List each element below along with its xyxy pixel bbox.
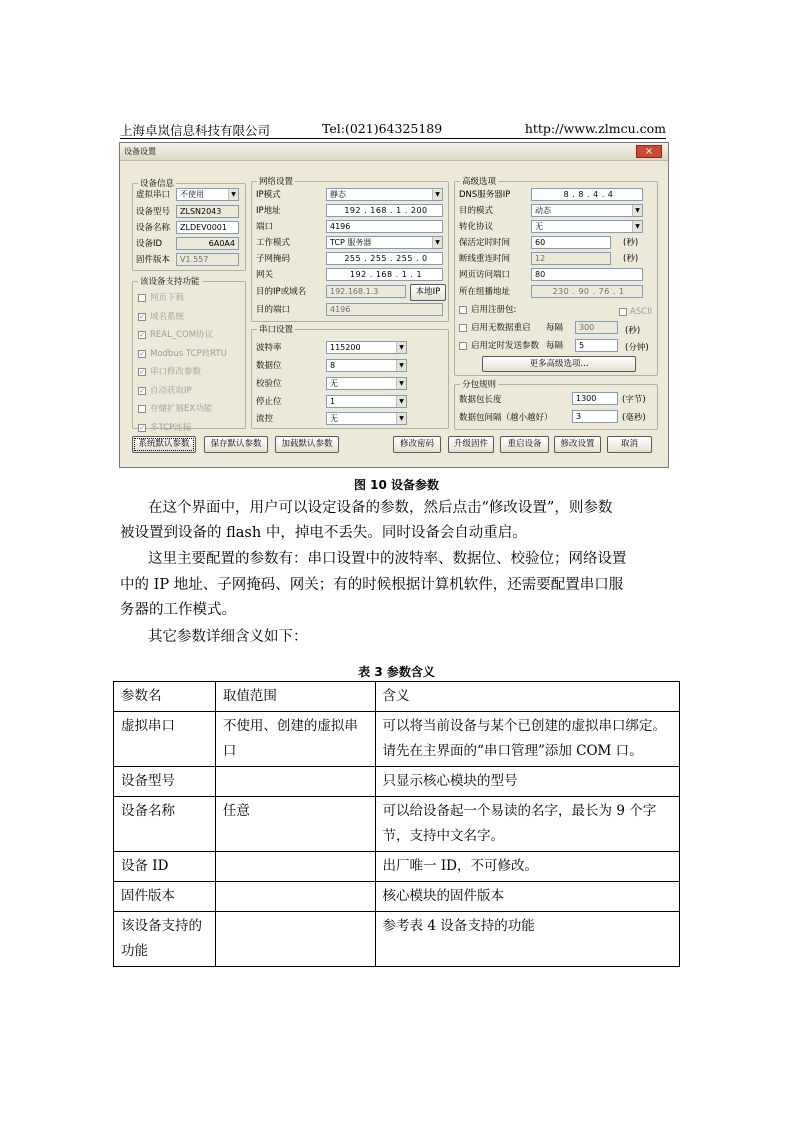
keepalive-label: 保活定时时间 [459,238,511,248]
dialog-title-text: 设备设置 [124,147,156,156]
packet-interval-label: 数据包间隔（越小越好） [459,413,553,423]
table-cell: 设备名称 [114,797,216,852]
multicast-input[interactable]: 230 . 90 . 76 . 1 [531,285,643,298]
feature-label: Modbus TCP转RTU [150,348,227,359]
dest-mode-select[interactable] [531,204,643,217]
protocol-select[interactable] [531,220,643,233]
ip-mode-label: IP模式 [256,190,281,200]
table-cell: 固件版本 [114,882,216,912]
web-port-input[interactable]: 80 [531,268,643,281]
paragraph-line: 这里主要配置的参数有：串口设置中的波特率、数据位、校验位；网络设置 [148,551,627,567]
feature-label: 自动获取IP [150,385,192,396]
company-name: 上海卓岚信息科技有限公司 [120,123,271,138]
features-title: 该设备支持功能 [140,277,200,287]
table-cell: 可以将当前设备与某个已创建的虚拟串口绑定。请先在主界面的“串口管理”添加 COM 口。 [375,712,679,767]
no-data-unit: (秒) [625,326,641,336]
reconnect-unit: (秒) [623,254,639,264]
multicast-label: 所在组播地址 [459,287,511,297]
packet-title: 分包规则 [462,380,497,390]
save-default-button[interactable]: 保存默认参数 [204,436,268,453]
timed-send-unit: (分钟) [625,343,649,353]
chevron-down-icon: ▼ [396,342,406,353]
chevron-down-icon: ▼ [432,189,442,200]
data-bits-label: 数据位 [256,361,282,371]
table-row [114,882,680,912]
table-cell: 任意 [215,797,375,852]
chevron-down-icon: ▼ [228,189,238,200]
serial-title: 串口设置 [259,325,294,335]
table-cell: 参考表 4 设备支持的功能 [375,912,679,967]
virtual-port-select[interactable] [176,188,239,201]
work-mode-value: TCP 服务器 [330,238,372,247]
paragraph-line: 其它参数详细含义如下： [148,629,308,645]
restart-device-button[interactable]: 重启设备 [500,436,549,453]
system-default-button[interactable]: 系统默认参数 [132,436,196,453]
data-bits-value: 8 [330,361,336,370]
dest-ip-label: 目的IP或域名 [256,287,307,297]
table-row [114,912,680,967]
work-mode-select[interactable] [326,236,443,249]
flow-label: 流控 [256,414,274,424]
table-cell: 可以给设备起一个易读的名字，最长为 9 个字节，支持中文名字。 [375,797,679,852]
parity-select[interactable] [326,377,407,390]
feature-checkbox: ✓ [139,423,145,432]
table-cell: 核心模块的固件版本 [375,882,679,912]
parity-label: 校验位 [256,379,282,389]
table-cell [215,852,375,882]
upgrade-firmware-button[interactable]: 升级固件 [448,436,494,453]
table-header-cell: 含义 [375,682,679,712]
subnet-mask-input[interactable]: 255 . 255 . 255 . 0 [326,252,443,265]
device-settings-dialog [119,142,669,468]
virtual-port-label: 虚拟串口 [136,190,171,200]
dialog-title [120,143,668,161]
company-url: http://www.zlmcu.com [524,121,666,136]
packet-length-label: 数据包长度 [459,395,502,405]
company-phone: Tel:(021)64325189 [322,121,443,136]
timed-send-interval-label: 每隔 [546,341,564,351]
paragraph-line: 被设置到设备的 flash 中，掉电不丢失。同时设备会自动重启。 [120,525,527,541]
no-data-restart-checkbox[interactable] [459,324,467,332]
packet-length-input[interactable]: 1300 [572,392,618,405]
id-label: 设备ID [136,239,163,249]
chevron-down-icon: ▼ [632,221,642,232]
flow-control-select[interactable] [326,412,407,425]
feature-label: 多TCP连接 [150,422,192,433]
packet-length-unit: (字节) [622,395,646,405]
chevron-down-icon: ▼ [396,413,406,424]
close-icon[interactable]: × [636,145,662,158]
page-header [120,121,666,139]
advanced-title: 高级选项 [462,177,497,187]
table-cell [215,767,375,797]
data-bits-select[interactable] [326,359,407,372]
paragraph-line: 中的 IP 地址、子网掩码、网关；有的时候根据计算机软件，还需要配置串口服 [120,577,624,593]
load-default-button[interactable]: 加载默认参数 [275,436,339,453]
protocol-value: 无 [535,222,543,231]
timed-send-checkbox[interactable] [459,342,467,350]
device-id-field: 6A0A4 [176,237,239,250]
ip-label: IP地址 [256,206,281,216]
mask-label: 子网掩码 [256,254,291,264]
more-advanced-button[interactable]: 更多高级选项... [482,356,636,372]
table-cell [215,882,375,912]
table-row [114,797,680,852]
parity-value: 无 [330,379,338,388]
keepalive-unit: (秒) [623,238,639,248]
ip-address-input[interactable]: 192 . 168 . 1 . 200 [326,204,443,217]
no-data-restart-label: 启用无数据重启 [471,323,531,333]
packet-interval-unit: (毫秒) [622,413,646,423]
feature-checkbox: ✓ [139,386,145,395]
stop-bits-select[interactable] [326,395,407,408]
table-row [114,852,680,882]
table-header-cell: 取值范围 [215,682,375,712]
table-cell: 设备型号 [114,767,216,797]
feature-label: REAL_COM协议 [150,330,214,340]
keepalive-input[interactable]: 60 [531,236,611,249]
firmware-field: V1.557 [176,253,239,266]
no-data-input[interactable]: 300 [575,321,618,334]
feature-label: 网页下载 [150,293,185,303]
gateway-label: 网关 [256,270,274,280]
baud-rate-value: 115200 [330,343,361,352]
no-data-interval-label: 每隔 [546,323,564,333]
firmware-label: 固件版本 [136,255,171,265]
table-cell: 不使用、创建的虚拟串口 [215,712,375,767]
device-name-input[interactable]: ZLDEV0001 [176,221,239,234]
table-row [114,767,680,797]
table-header-cell: 参数名 [114,682,216,712]
feature-checkbox: ✓ [139,368,145,376]
packet-interval-input[interactable]: 3 [572,410,618,423]
stop-bits-value: 1 [330,397,336,406]
dest-port-input[interactable]: 4196 [326,303,443,316]
paragraph-line: 务器的工作模式。 [120,602,236,618]
name-label: 设备名称 [136,223,171,233]
table-header-row [114,682,680,712]
dest-ip-input[interactable]: 192.168.1.3 [326,285,406,298]
timed-send-input[interactable]: 5 [575,339,618,352]
table-caption: 表 3 参数含义 [358,665,435,679]
parameter-table [113,681,680,967]
dns-input[interactable]: 8 . 8 . 4 . 4 [531,188,643,201]
reg-packet-checkbox[interactable] [459,306,467,314]
reconnect-label: 断线重连时间 [459,254,511,264]
protocol-label: 转化协议 [459,222,494,232]
device-info-title: 设备信息 [140,179,175,189]
feature-checkbox [138,294,146,302]
paragraph-line: 在这个界面中，用户可以设定设备的参数，然后点击“修改设置”，则参数 [148,500,613,516]
feature-label: 串口修改参数 [150,367,202,377]
figure-caption: 图 10 设备参数 [353,478,440,492]
dest-port-label: 目的端口 [256,305,291,315]
dest-mode-value: 动态 [535,206,551,215]
chevron-down-icon: ▼ [396,396,406,407]
table-row [114,712,680,767]
reconnect-input[interactable]: 12 [531,252,611,265]
change-password-button[interactable]: 修改密码 [393,436,441,453]
web-port-label: 网页访问端口 [459,270,511,280]
model-field: ZLSN2043 [176,205,239,218]
table-cell: 该设备支持的功能 [114,912,216,967]
virtual-port-value: 不使用 [180,190,204,199]
port-input[interactable]: 4196 [326,220,443,233]
ascii-checkbox[interactable] [619,308,627,316]
stop-bits-label: 停止位 [256,397,282,407]
table-cell: 出厂唯一 ID，不可修改。 [375,852,679,882]
model-label: 设备型号 [136,207,171,217]
ascii-label: ASCII [630,307,653,317]
baud-rate-select[interactable] [326,341,407,354]
feature-checkbox: ✓ [139,331,145,339]
local-ip-button[interactable]: 本地IP [410,284,446,301]
feature-label: 域名系统 [150,311,185,322]
baud-label: 波特率 [256,343,282,353]
ip-mode-value: 静态 [330,190,346,199]
feature-checkbox: ✓ [139,312,145,321]
table-cell: 虚拟串口 [114,712,216,767]
network-title: 网络设置 [259,177,294,187]
reg-packet-label: 启用注册包: [471,305,517,315]
feature-checkbox [138,405,146,413]
ip-mode-select[interactable] [326,188,443,201]
chevron-down-icon: ▼ [432,237,442,248]
timed-send-label: 启用定时发送参数 [471,341,540,351]
modify-settings-button[interactable]: 修改设置 [554,436,601,453]
port-label: 端口 [256,222,274,232]
chevron-down-icon: ▼ [396,378,406,389]
feature-checkbox: ✓ [139,349,145,358]
table-cell: 设备 ID [114,852,216,882]
work-mode-label: 工作模式 [256,238,291,248]
cancel-button[interactable]: 取消 [607,436,652,453]
dest-mode-label: 目的模式 [459,206,494,216]
chevron-down-icon: ▼ [396,360,406,371]
chevron-down-icon: ▼ [632,205,642,216]
table-cell: 只显示核心模块的型号 [375,767,679,797]
feature-label: 存储扩展EX功能 [150,404,213,414]
table-cell [215,912,375,967]
flow-control-value: 无 [330,414,338,423]
dns-label: DNS服务器IP [459,190,511,200]
gateway-input[interactable]: 192 . 168 . 1 . 1 [326,268,443,281]
